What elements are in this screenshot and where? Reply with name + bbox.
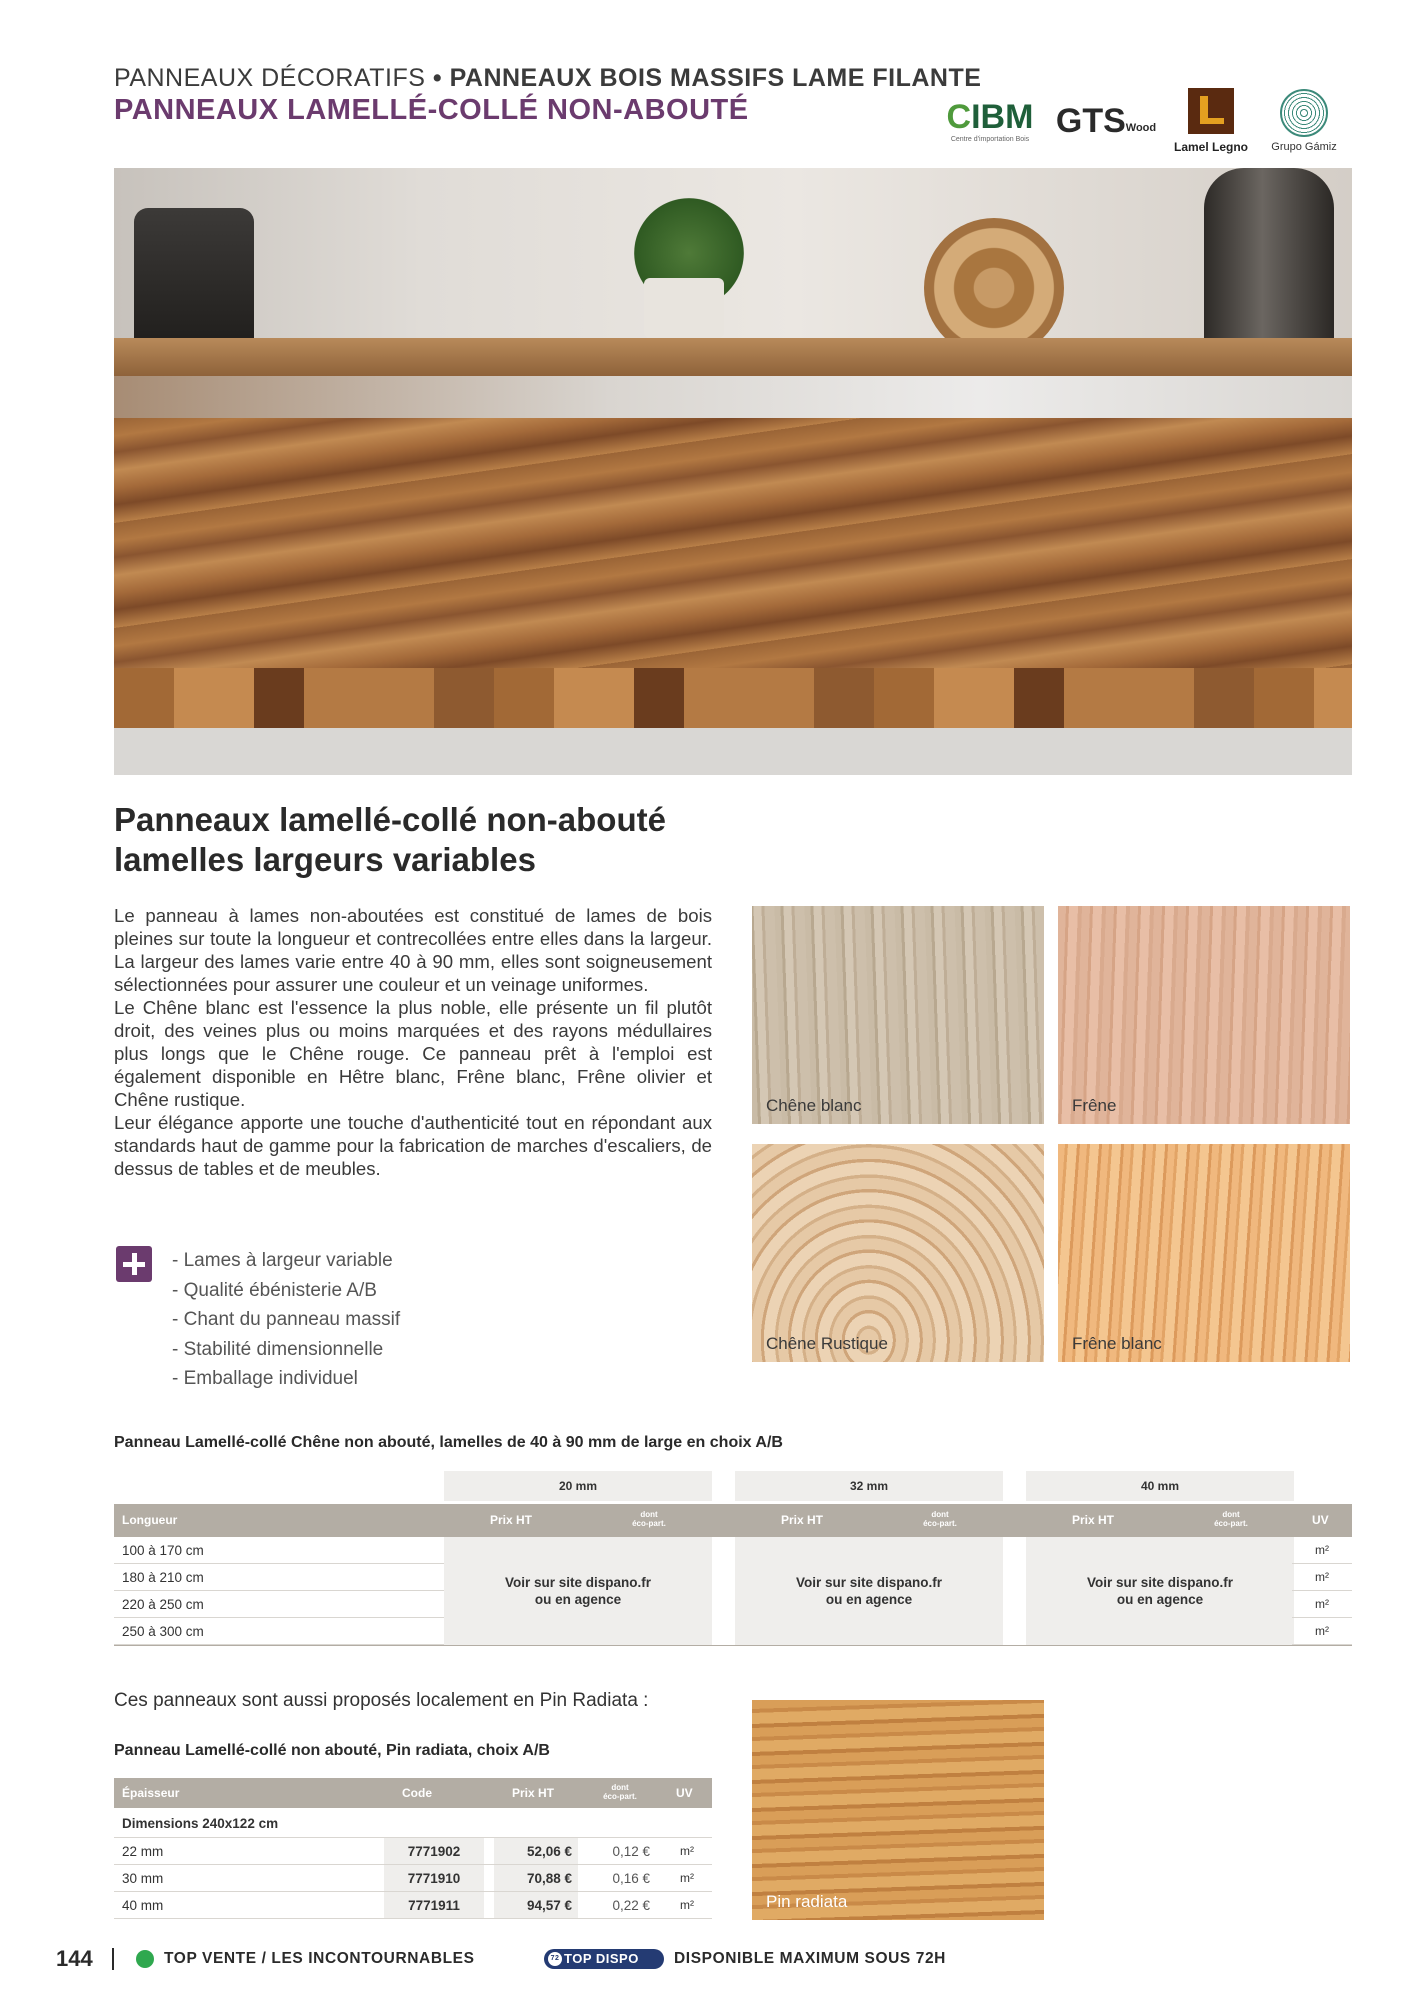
see-agency-text: ou en agence <box>825 1592 913 1607</box>
hero-counter-top <box>114 418 1352 688</box>
uv-cell: m² <box>680 1898 694 1912</box>
plus-icon <box>116 1246 152 1282</box>
header-bullet: • <box>432 64 443 92</box>
eco-cell: 0,22 € <box>612 1898 650 1913</box>
see-website-text: Voir sur site dispano.fr <box>1086 1575 1234 1590</box>
table1-col-prix: Prix HT <box>781 1513 824 1527</box>
table1-price-cell-40mm <box>1026 1537 1294 1645</box>
table1-col-prix: Prix HT <box>1072 1513 1115 1527</box>
footer-separator <box>112 1948 114 1970</box>
table2-header-row <box>114 1778 712 1808</box>
table1-col-uv: UV <box>1312 1513 1329 1527</box>
uv-cell: m² <box>680 1871 694 1885</box>
table1-price-cell-32mm <box>735 1537 1003 1645</box>
table1-col-dont-text: dont <box>1222 1510 1240 1519</box>
description-paragraph: Le Chêne blanc est l'essence la plus noble, elle présente un fil plutôt droit, des veines plus ou moins marquées et des rayons médullaires plus longs que le Chêne rouge. Ce panneau prêt à l'emploi est également disponible en Hêtre blanc, Frêne blanc, Frêne olivier et Chêne rustique. <box>114 997 712 1110</box>
table1-header-row <box>114 1504 1352 1537</box>
table2-col-dont-text: dont <box>611 1783 629 1792</box>
table2-col-eco <box>590 1783 650 1801</box>
swatch-label: Pin radiata <box>766 1892 848 1911</box>
table2-col-prix: Prix HT <box>512 1786 555 1800</box>
description-paragraph: Leur élégance apporte une touche d'authenticité tout en répondant aux standards haut de gamme pour la fabrication de marches d'escaliers, de dessus de tables et de meubles. <box>114 1112 712 1179</box>
code-cell: 7771902 <box>384 1838 484 1864</box>
table1-uv-cell: m² <box>1292 1591 1352 1618</box>
swatch-chene-rustique <box>752 1144 1044 1362</box>
table1-col-eco-text: éco-part. <box>1214 1519 1248 1528</box>
feature-item: - Chant du panneau massif <box>172 1309 401 1330</box>
table1-uv-cell: m² <box>1292 1537 1352 1564</box>
swatch-label: Frêne blanc <box>1072 1334 1162 1353</box>
table-row <box>114 1892 712 1919</box>
features-list <box>172 1246 400 1394</box>
page-title: PANNEAUX LAMELLÉ-COLLÉ NON-ABOUTÉ <box>114 94 749 126</box>
table1-col-eco-text: éco-part. <box>632 1519 666 1528</box>
grupo-gamiz-label: Grupo Gámiz <box>1271 141 1337 153</box>
product-title <box>114 800 666 880</box>
table1-group-40mm: 40 mm <box>1026 1471 1294 1501</box>
table1-group-32mm: 32 mm <box>735 1471 1003 1501</box>
table1-col-prix: Prix HT <box>490 1513 533 1527</box>
see-agency-text: ou en agence <box>1116 1592 1204 1607</box>
feature-item: - Lames à largeur variable <box>172 1250 393 1271</box>
hero-kettle <box>1204 168 1334 348</box>
table1-col-eco <box>1196 1510 1266 1528</box>
swatch-chene-blanc <box>752 906 1044 1124</box>
table1-col-longueur: Longueur <box>122 1513 178 1527</box>
product-description <box>114 904 712 1180</box>
code-cell: 7771910 <box>384 1865 484 1891</box>
green-dot-icon <box>136 1950 154 1968</box>
product-title-line2: lamelles largeurs variables <box>114 841 536 878</box>
swatch-frene <box>1058 906 1350 1124</box>
eco-cell: 0,16 € <box>612 1871 650 1886</box>
tree-rings-icon <box>1280 89 1328 137</box>
table1-col-eco <box>905 1510 975 1528</box>
description-paragraph: Le panneau à lames non-aboutées est constitué de lames de bois pleines sur toute la longueur et contrecollées entre elles dans la largeur. La largeur des lames varie entre 40 à 90 mm, elles sont soigneusement sélectionnées pour assurer une couleur et un veinage uniformes. <box>114 905 712 995</box>
cibm-tagline: Centre d'importation Bois <box>950 135 1030 143</box>
table-row <box>114 1865 712 1892</box>
header-category: PANNEAUX DÉCORATIFS <box>114 64 426 92</box>
swatch-frene-blanc <box>1058 1144 1350 1362</box>
table2-col-epaisseur: Épaisseur <box>122 1786 180 1800</box>
table1-row-length: 250 à 300 cm <box>114 1618 444 1645</box>
header-category-line <box>114 64 981 93</box>
gts-logo-suffix: Wood <box>1125 122 1157 134</box>
top-dispo-badge: 72 TOP DISPO <box>544 1949 664 1969</box>
feature-item: - Stabilité dimensionnelle <box>172 1338 384 1360</box>
see-agency-text: ou en agence <box>534 1592 622 1607</box>
thickness-cell: 40 mm <box>122 1898 164 1913</box>
grupo-gamiz-logo <box>1264 86 1344 156</box>
table1-group-20mm: 20 mm <box>444 1471 712 1501</box>
thickness-cell: 22 mm <box>122 1844 164 1859</box>
table1-row-length: 100 à 170 cm <box>114 1537 444 1564</box>
see-website-text: Voir sur site dispano.fr <box>795 1575 943 1590</box>
swatch-label: Frêne <box>1072 1096 1117 1115</box>
hero-kitchen-worktop-photo <box>114 168 1352 775</box>
radiata-intro: Ces panneaux sont aussi proposés localement en Pin Radiata : <box>114 1690 649 1711</box>
table1-col-eco-text: éco-part. <box>923 1519 957 1528</box>
table1-uv-cell: m² <box>1292 1564 1352 1591</box>
cibm-logo-text: IBM <box>971 97 1034 136</box>
table1-col-eco <box>614 1510 684 1528</box>
table1-col-dont-text: dont <box>931 1510 949 1519</box>
hero-floor <box>114 728 1352 775</box>
table1-bottom-rule <box>114 1645 1352 1646</box>
price-cell: 94,57 € <box>494 1892 578 1918</box>
table1-col-dont-text: dont <box>640 1510 658 1519</box>
uv-cell: m² <box>680 1844 694 1858</box>
gts-logo-text: GTS <box>1055 101 1126 140</box>
table1-uv-cell: m² <box>1292 1618 1352 1645</box>
table2-caption: Panneau Lamellé-collé non abouté, Pin radiata, choix A/B <box>114 1742 550 1759</box>
eco-cell: 0,12 € <box>612 1844 650 1859</box>
hero-pot <box>644 278 724 338</box>
table1-caption: Panneau Lamellé-collé Chêne non abouté, lamelles de 40 à 90 mm de large en choix A/B <box>114 1434 783 1451</box>
lamel-legno-logo <box>1168 86 1254 156</box>
gts-wood-logo <box>1052 86 1160 156</box>
lamel-legno-mark-icon <box>1188 88 1234 134</box>
swatch-pin-radiata <box>752 1700 1044 1920</box>
lamel-legno-label: Lamel Legno <box>1173 140 1248 154</box>
price-cell: 70,88 € <box>494 1865 578 1891</box>
hero-back-counter <box>114 338 1352 378</box>
swatch-label: Chêne Rustique <box>766 1334 888 1353</box>
table2-col-uv: UV <box>676 1786 693 1800</box>
feature-item: - Qualité ébénisterie A/B <box>172 1279 377 1301</box>
table2-col-code: Code <box>402 1786 432 1800</box>
hero-coffee-machine <box>134 208 254 358</box>
thickness-cell: 30 mm <box>122 1871 164 1886</box>
price-cell: 52,06 € <box>494 1838 578 1864</box>
table1-price-cell-20mm <box>444 1537 712 1645</box>
hero-counter-edge <box>114 668 1352 728</box>
table1-row-length: 180 à 210 cm <box>114 1564 444 1591</box>
hero-wooden-bowl <box>924 218 1064 358</box>
footer-availability: DISPONIBLE MAXIMUM SOUS 72H <box>674 1950 946 1967</box>
table1-row-length: 220 à 250 cm <box>114 1591 444 1618</box>
table2-subheader: Dimensions 240x122 cm <box>114 1810 712 1838</box>
table-row <box>114 1838 712 1865</box>
table2-col-eco-text: éco-part. <box>603 1792 637 1801</box>
feature-item: - Emballage individuel <box>172 1368 358 1389</box>
cibm-logo-c: C <box>946 97 972 136</box>
see-website-text: Voir sur site dispano.fr <box>504 1575 652 1590</box>
header-subcategory: PANNEAUX BOIS MASSIFS LAME FILANTE <box>449 64 982 92</box>
page-number: 144 <box>56 1946 93 1971</box>
code-cell: 7771911 <box>384 1892 484 1918</box>
product-title-line1: Panneaux lamellé-collé non-abouté <box>114 801 666 838</box>
footer-top-vente: TOP VENTE / LES INCONTOURNABLES <box>164 1950 475 1967</box>
cibm-logo <box>940 86 1040 156</box>
swatch-label: Chêne blanc <box>766 1096 862 1115</box>
